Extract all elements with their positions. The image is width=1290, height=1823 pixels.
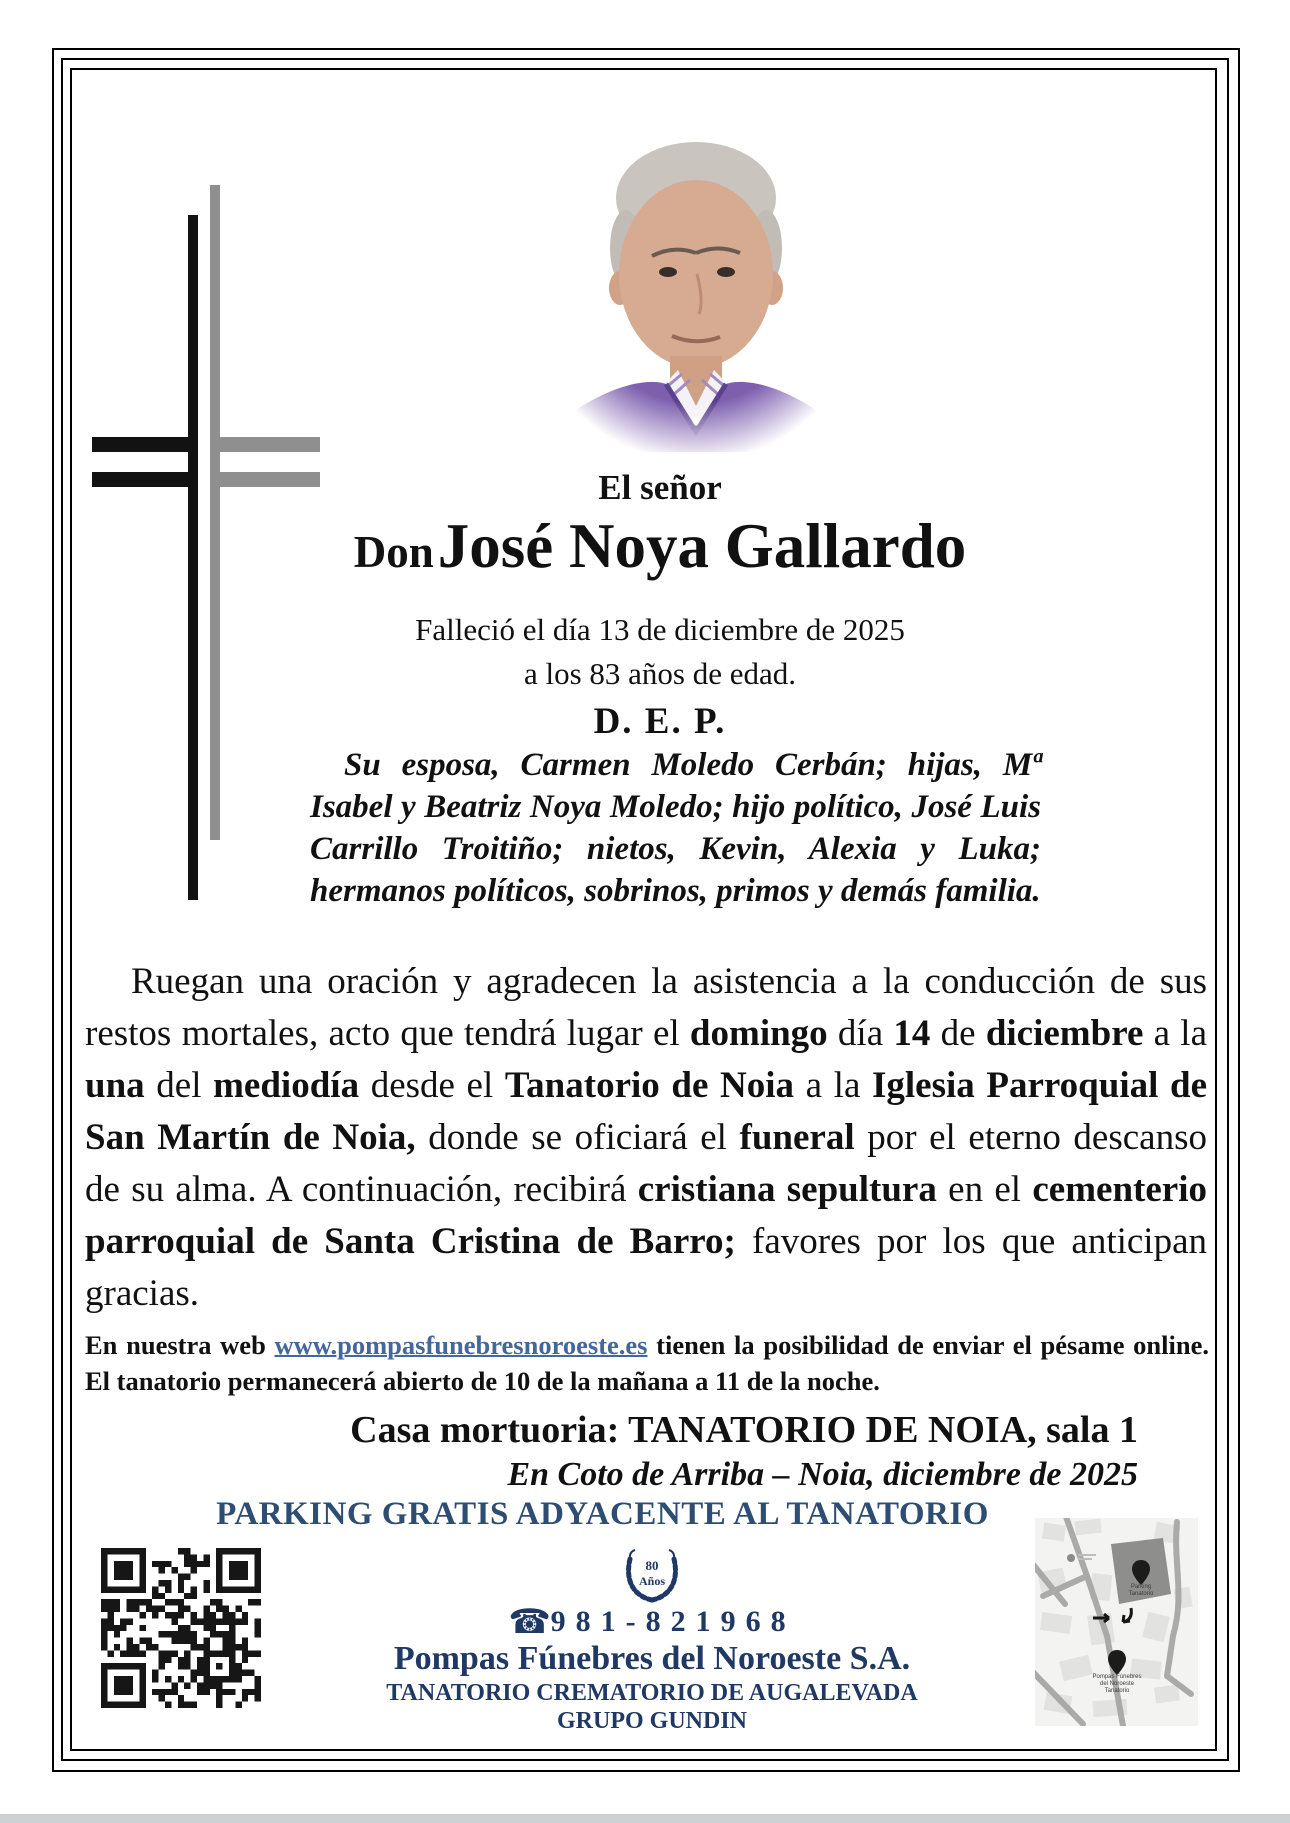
web-note-line1: En nuestra web www.pompasfunebresnoroeste.es tienen la posibilidad de enviar el pésame online.	[85, 1330, 1209, 1360]
cross-black-arm-upper	[92, 437, 198, 452]
title-prefix: Don	[353, 527, 434, 577]
funeral-company-name: Pompas Fúnebres del Noroeste S.A.	[393, 1640, 911, 1677]
family-paragraph: Su esposa, Carmen Moledo Cerbán; hijas, Mª Isabel y Beatriz Noya Moledo; hijo político, José Luis Carrillo Troitiño; nietos, Kevin, Alexia y Luka; hermanos políticos, sobrinos, primos y demás familia.	[310, 747, 1041, 909]
mortuary-line: Casa mortuoria: TANATORIO DE NOIA, sala 1	[350, 1409, 1138, 1451]
rip-abbreviation: D. E. P.	[593, 701, 727, 742]
death-date-line: Falleció el día 13 de diciembre de 2025	[415, 612, 905, 647]
parking-pin-label-2: Tanatorio	[1128, 1591, 1154, 1597]
deceased-name: José Noya Gallardo	[437, 511, 967, 581]
location-map	[1035, 1518, 1198, 1726]
crematorium-name: TANATORIO CREMATORIO DE AUGALEVADA	[386, 1680, 918, 1706]
badge-years: 80	[645, 1558, 659, 1573]
tanatorio-pin-label-1: Pompas Fúnebres	[1092, 1674, 1142, 1680]
web-note-line2: El tanatorio permanecerá abierto de 10 de la mañana a 11 de la noche.	[85, 1366, 880, 1396]
parking-notice: PARKING GRATIS ADYACENTE AL TANATORIO	[216, 1496, 989, 1532]
deceased-title	[30, 510, 1290, 583]
telephone-icon: ☎	[508, 1602, 551, 1642]
place-date-line: En Coto de Arriba – Noia, diciembre de 2025	[507, 1456, 1138, 1493]
announcement-paragraph: Ruegan una oración y agradecen la asistencia a la conducción de sus restos mortales, acto que tendrá lugar el domingo día 14 de diciembre a la una del mediodía desde el Tanatorio de Noia a la Iglesia Parroquial de San Martín de Noia, donde se oficiará el funeral por el eterno descanso de su alma. A continuación, recibirá cristiana sepultura en el cementerio parroquial de Santa Cristina de Barro; favores por los que anticipan gracias.	[85, 961, 1208, 1314]
portrait-photo	[540, 112, 852, 452]
group-name: GRUPO GUNDIN	[557, 1708, 747, 1734]
scan-edge-artifact	[0, 1814, 1290, 1823]
parking-pin-label-1: Parking	[1130, 1584, 1152, 1590]
salutation: El señor	[598, 468, 722, 507]
tanatorio-pin-label-3: Tanatorio	[1104, 1688, 1130, 1694]
phone-number: 981-821968	[550, 1605, 796, 1638]
pesame-website-link[interactable]: www.pompasfunebresnoroeste.es	[274, 1330, 648, 1360]
badge-label: Años	[638, 1574, 666, 1588]
age-line: a los 83 años de edad.	[523, 656, 797, 691]
tanatorio-pin-label-2: del Noroeste	[1099, 1681, 1135, 1687]
cross-gray-arm-upper	[212, 437, 320, 452]
